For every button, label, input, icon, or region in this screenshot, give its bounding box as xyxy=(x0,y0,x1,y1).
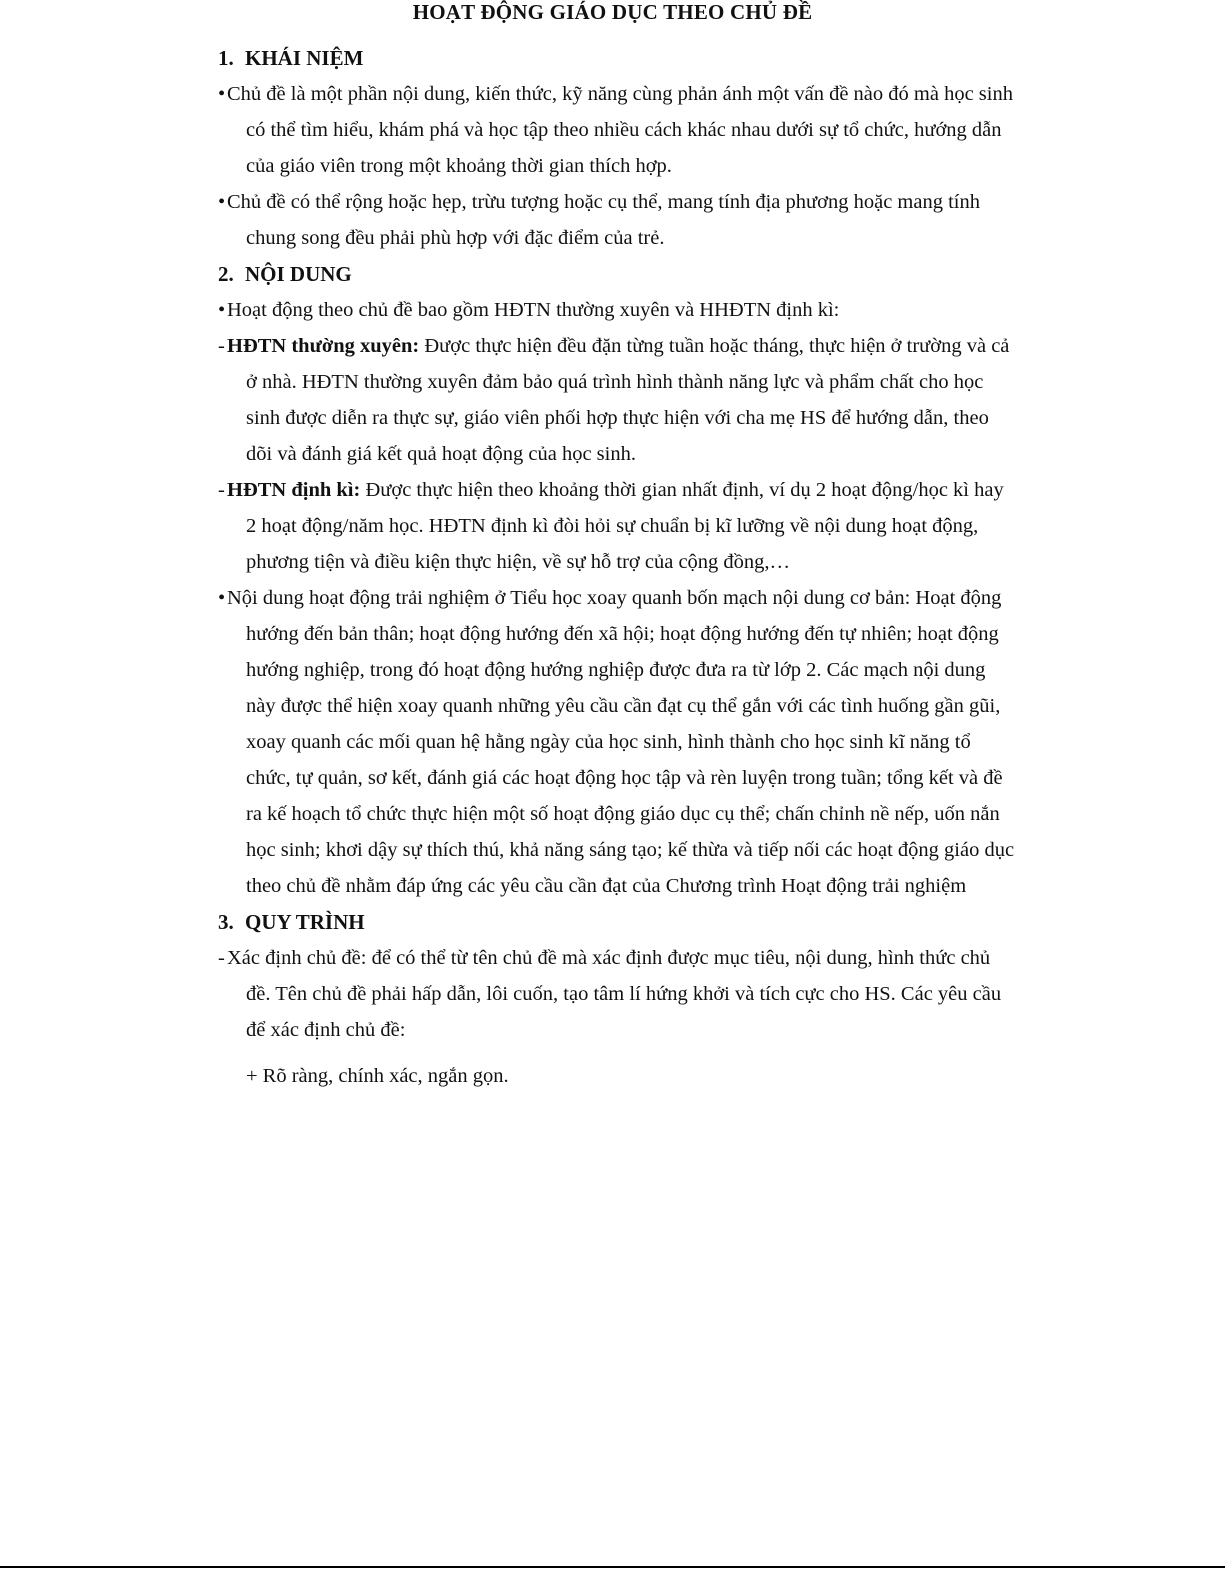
paragraph xyxy=(218,184,1018,256)
bullet-marker: • xyxy=(218,587,226,609)
section-title: KHÁI NIỆM xyxy=(245,46,364,70)
paragraph xyxy=(218,328,1018,472)
paragraph-text: Được thực hiện đều đặn từng tuần hoặc tháng, thực hiện ở trường và cả ở nhà. HĐTN thường xuyên đảm bảo quá trình hình thành năng lực và phẩm chất cho học sinh được diễn ra thực sự, giáo viên phối hợp thực hiện với cha mẹ HS để hướng dẫn, theo dõi và đánh giá kết quả hoạt động của học sinh. xyxy=(246,335,1010,465)
page-bottom-border xyxy=(0,1566,1225,1568)
section-number: 3. xyxy=(218,910,234,934)
dash-marker: - xyxy=(218,947,225,969)
bullet-marker: • xyxy=(218,299,226,321)
term-label: HĐTN thường xuyên: xyxy=(227,335,420,357)
section-heading-quy-trinh xyxy=(218,904,1018,940)
dash-marker: - xyxy=(218,479,225,501)
paragraph-text: Nội dung hoạt động trải nghiệm ở Tiểu học xoay quanh bốn mạch nội dung cơ bản: Hoạt động hướng đến bản thân; hoạt động hướng đến xã hội; hoạt động hướng đến tự nhiên; hoạt động hướng nghiệp, trong đó hoạt động hướng nghiệp được đưa ra từ lớp 2. Các mạch nội dung này được thể hiện xoay quanh những yêu cầu cần đạt cụ thể gắn với các tình huống gần gũi, xoay quanh các mối quan hệ hằng ngày của học sinh, hình thành cho học sinh kĩ năng tổ chức, tự quản, sơ kết, đánh giá các hoạt động học tập và rèn luyện trong tuần; tổng kết và đề ra kế hoạch tổ chức thực hiện một số hoạt động giáo dục cụ thể; chấn chỉnh nề nếp, uốn nắn học sinh; khơi dậy sự thích thú, khả năng sáng tạo; kế thừa và tiếp nối các hoạt động giáo dục theo chủ đề nhằm đáp ứng các yêu cầu cần đạt của Chương trình Hoạt động trải nghiệm xyxy=(227,587,1015,897)
section-number: 1. xyxy=(218,46,234,70)
term-label: HĐTN định kì: xyxy=(227,479,361,501)
paragraph xyxy=(218,940,1018,1048)
paragraph xyxy=(218,580,1018,904)
section-title: QUY TRÌNH xyxy=(245,910,365,934)
paragraph-text: Chủ đề là một phần nội dung, kiến thức, kỹ năng cùng phản ánh một vấn đề nào đó mà học sinh có thể tìm hiểu, khám phá và học tập theo nhiều cách khác nhau dưới sự tổ chức, hướng dẫn của giáo viên trong một khoảng thời gian thích hợp. xyxy=(227,83,1013,177)
section-heading-noi-dung xyxy=(218,256,1018,292)
page-title: HOẠT ĐỘNG GIÁO DỤC THEO CHỦ ĐỀ xyxy=(412,0,813,24)
paragraph xyxy=(218,76,1018,184)
paragraph-text: Hoạt động theo chủ đề bao gồm HĐTN thường xuyên và HHĐTN định kì: xyxy=(227,299,840,321)
section-title: NỘI DUNG xyxy=(245,262,352,286)
paragraph xyxy=(218,472,1018,580)
document-body xyxy=(218,40,1018,1094)
paragraph-text: Xác định chủ đề: để có thể từ tên chủ đề mà xác định được mục tiêu, nội dung, hình thức chủ đề. Tên chủ đề phải hấp dẫn, lôi cuốn, tạo tâm lí hứng khởi và tích cực cho HS. Các yêu cầu để xác định chủ đề: xyxy=(227,947,1002,1041)
bullet-marker: • xyxy=(218,83,226,105)
section-heading-khai-niem xyxy=(218,40,1018,76)
paragraph-text: Chủ đề có thể rộng hoặc hẹp, trừu tượng hoặc cụ thể, mang tính địa phương hoặc mang tính chung song đều phải phù hợp với đặc điểm của trẻ. xyxy=(227,191,980,249)
dash-marker: - xyxy=(218,335,225,357)
paragraph xyxy=(218,292,1018,328)
section-number: 2. xyxy=(218,262,234,286)
paragraph-text: Được thực hiện theo khoảng thời gian nhất định, ví dụ 2 hoạt động/học kì hay 2 hoạt động/năm học. HĐTN định kì đòi hỏi sự chuẩn bị kĩ lưỡng về nội dung hoạt động, phương tiện và điều kiện thực hiện, về sự hỗ trợ của cộng đồng,… xyxy=(246,479,1004,573)
bullet-marker: • xyxy=(218,191,226,213)
sub-list-item: + Rõ ràng, chính xác, ngắn gọn. xyxy=(246,1065,509,1087)
